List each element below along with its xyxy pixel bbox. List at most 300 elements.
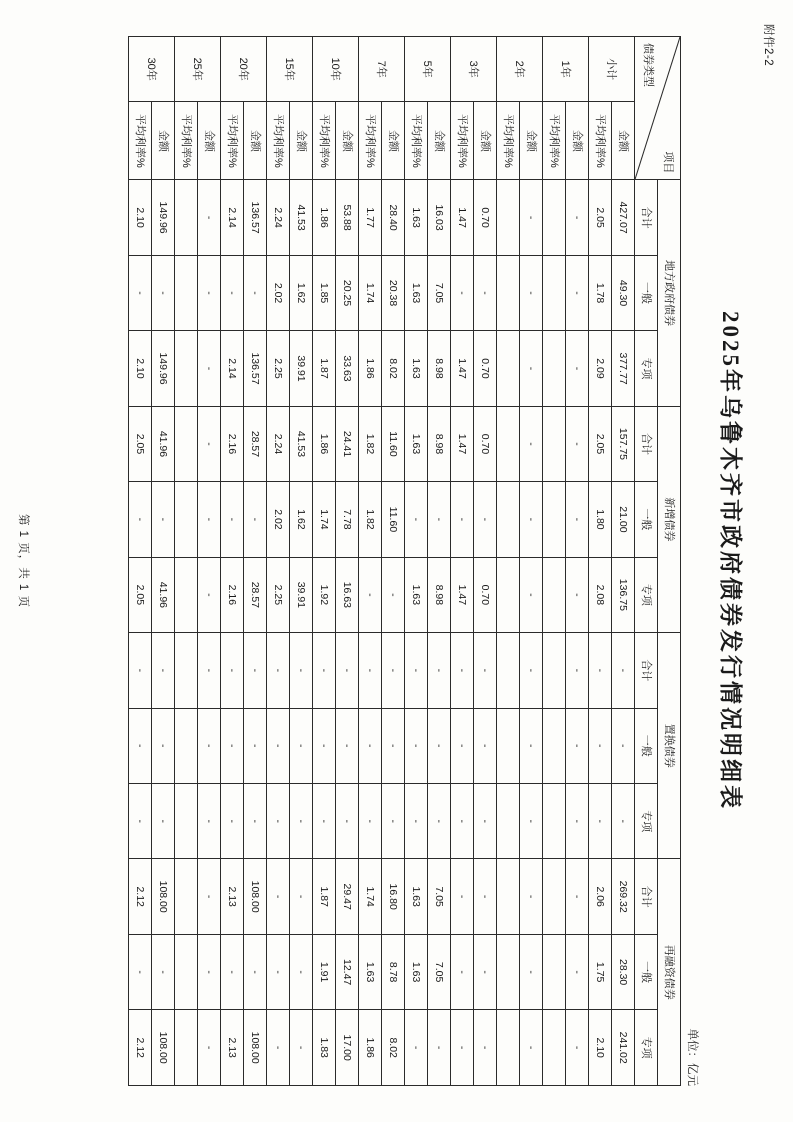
table-cell: 2.05 xyxy=(129,557,152,632)
table-cell: - xyxy=(474,934,497,1009)
table-cell: 11.60 xyxy=(382,406,405,481)
row-header-metric: 平均利率% xyxy=(451,102,474,180)
table-cell xyxy=(497,180,520,255)
table-cell: 1.74 xyxy=(313,482,336,557)
table-cell: 241.02 xyxy=(612,1010,635,1086)
table-cell: - xyxy=(405,1010,428,1086)
table-cell: - xyxy=(152,934,175,1009)
table-cell: - xyxy=(244,934,267,1009)
table-cell: - xyxy=(267,633,290,708)
table-cell: 17.00 xyxy=(336,1010,359,1086)
table-cell: - xyxy=(428,708,451,783)
row-header-term: 7年 xyxy=(359,37,405,102)
table-cell: - xyxy=(382,633,405,708)
table-cell: 2.09 xyxy=(589,331,612,406)
table-cell: - xyxy=(474,255,497,330)
table-cell: 11.60 xyxy=(382,482,405,557)
row-header-term: 5年 xyxy=(405,37,451,102)
table-cell: 39.91 xyxy=(290,557,313,632)
table-cell: 2.13 xyxy=(221,1010,244,1086)
table-cell: - xyxy=(520,1010,543,1086)
row-header-term: 10年 xyxy=(313,37,359,102)
table-cell xyxy=(543,557,566,632)
table-cell: 41.53 xyxy=(290,180,313,255)
table-cell: - xyxy=(152,633,175,708)
table-cell: - xyxy=(566,859,589,934)
table-cell: - xyxy=(382,557,405,632)
table-cell: - xyxy=(198,934,221,1009)
table-cell: - xyxy=(520,784,543,859)
table-cell: 7.05 xyxy=(428,255,451,330)
table-cell: 29.47 xyxy=(336,859,359,934)
table-cell: 108.00 xyxy=(244,1010,267,1086)
table-cell: 1.47 xyxy=(451,557,474,632)
table-cell: - xyxy=(520,859,543,934)
row-header-metric: 平均利率% xyxy=(175,102,198,180)
table-cell: - xyxy=(198,557,221,632)
table-cell: 2.16 xyxy=(221,406,244,481)
table-cell xyxy=(543,255,566,330)
corner-row-header: 债券类型 xyxy=(642,43,654,87)
table-cell: - xyxy=(359,708,382,783)
table-cell: 2.02 xyxy=(267,482,290,557)
table-cell: 28.57 xyxy=(244,406,267,481)
table-cell: 1.82 xyxy=(359,406,382,481)
table-cell: - xyxy=(566,255,589,330)
table-cell: - xyxy=(451,633,474,708)
table-cell: - xyxy=(566,934,589,1009)
table-cell xyxy=(497,331,520,406)
table-cell: - xyxy=(129,784,152,859)
table-cell xyxy=(497,255,520,330)
table-cell: 2.25 xyxy=(267,557,290,632)
table-cell: - xyxy=(566,708,589,783)
table-corner-cell xyxy=(635,37,681,180)
table-cell: 1.63 xyxy=(405,331,428,406)
table-cell: 2.06 xyxy=(589,859,612,934)
table-cell: 377.77 xyxy=(612,331,635,406)
row-header-term: 25年 xyxy=(175,37,221,102)
table-cell: - xyxy=(152,482,175,557)
table-cell: 136.57 xyxy=(244,331,267,406)
table-cell xyxy=(175,859,198,934)
table-cell: 16.03 xyxy=(428,180,451,255)
table-cell: 2.14 xyxy=(221,331,244,406)
table-cell: - xyxy=(313,708,336,783)
col-header-special-4: 专项 xyxy=(635,1010,658,1086)
table-cell: 269.32 xyxy=(612,859,635,934)
table-cell: 1.86 xyxy=(359,1010,382,1086)
table-cell: 0.70 xyxy=(474,180,497,255)
table-cell: - xyxy=(520,180,543,255)
table-cell: 1.82 xyxy=(359,482,382,557)
table-cell: - xyxy=(244,784,267,859)
row-header-metric: 金额 xyxy=(520,102,543,180)
table-row xyxy=(520,37,543,1086)
table-cell: 1.62 xyxy=(290,482,313,557)
table-cell: - xyxy=(520,255,543,330)
table-cell xyxy=(497,633,520,708)
table-cell: 20.25 xyxy=(336,255,359,330)
table-cell: - xyxy=(198,708,221,783)
table-cell: - xyxy=(589,784,612,859)
table-cell: - xyxy=(428,784,451,859)
table-cell: - xyxy=(520,934,543,1009)
table-cell: 2.10 xyxy=(129,331,152,406)
table-cell: - xyxy=(198,331,221,406)
row-header-metric: 平均利率% xyxy=(497,102,520,180)
table-cell: - xyxy=(566,482,589,557)
table-cell: - xyxy=(290,859,313,934)
table-cell: 1.74 xyxy=(359,255,382,330)
table-row xyxy=(152,37,175,1086)
table-cell: 39.91 xyxy=(290,331,313,406)
col-header-special-2: 专项 xyxy=(635,557,658,632)
table-cell: - xyxy=(313,633,336,708)
table-cell: - xyxy=(520,708,543,783)
table-row xyxy=(313,37,336,1086)
table-cell: - xyxy=(382,784,405,859)
table-cell xyxy=(543,406,566,481)
group-header-swap: 置换债券 xyxy=(658,633,681,859)
table-cell: 53.88 xyxy=(336,180,359,255)
table-cell: - xyxy=(382,708,405,783)
col-header-total-4: 合计 xyxy=(635,859,658,934)
table-cell: 0.70 xyxy=(474,331,497,406)
table-cell: - xyxy=(451,708,474,783)
table-cell xyxy=(497,557,520,632)
table-cell: 2.05 xyxy=(129,406,152,481)
table-cell xyxy=(543,180,566,255)
table-cell: 2.05 xyxy=(589,406,612,481)
table-cell: 28.30 xyxy=(612,934,635,1009)
table-cell xyxy=(543,331,566,406)
row-header-term: 15年 xyxy=(267,37,313,102)
row-header-metric: 平均利率% xyxy=(405,102,428,180)
table-cell xyxy=(175,406,198,481)
table-cell xyxy=(543,859,566,934)
table-cell: - xyxy=(474,859,497,934)
table-cell: 1.62 xyxy=(290,255,313,330)
page-footer: 第 1 页，共 1 页 xyxy=(17,513,29,609)
table-cell: 2.24 xyxy=(267,406,290,481)
table-cell: 8.02 xyxy=(382,1010,405,1086)
table-cell: - xyxy=(428,633,451,708)
table-cell: - xyxy=(612,633,635,708)
table-cell: - xyxy=(267,784,290,859)
table-cell: - xyxy=(589,633,612,708)
table-cell: - xyxy=(198,1010,221,1086)
table-cell: - xyxy=(359,784,382,859)
table-cell: - xyxy=(451,934,474,1009)
row-header-metric: 金额 xyxy=(244,102,267,180)
table-cell: 157.75 xyxy=(612,406,635,481)
table-header-group-row xyxy=(658,37,681,1086)
table-cell: 2.12 xyxy=(129,1010,152,1086)
table-cell: 41.96 xyxy=(152,557,175,632)
table-cell: - xyxy=(566,557,589,632)
table-cell: 16.63 xyxy=(336,557,359,632)
row-header-term: 2年 xyxy=(497,37,543,102)
table-cell: 0.70 xyxy=(474,406,497,481)
table-cell: - xyxy=(129,633,152,708)
table-cell: - xyxy=(129,482,152,557)
table-cell: - xyxy=(267,1010,290,1086)
col-header-special-3: 专项 xyxy=(635,784,658,859)
table-cell: 2.13 xyxy=(221,859,244,934)
table-cell xyxy=(175,708,198,783)
table-cell: 1.63 xyxy=(405,180,428,255)
table-cell: - xyxy=(129,255,152,330)
table-row xyxy=(566,37,589,1086)
table-cell: 2.14 xyxy=(221,180,244,255)
table-cell: - xyxy=(152,255,175,330)
table-cell: - xyxy=(198,255,221,330)
table-cell xyxy=(543,934,566,1009)
table-cell: - xyxy=(290,784,313,859)
table-cell: - xyxy=(198,180,221,255)
table-cell: - xyxy=(290,934,313,1009)
table-cell: - xyxy=(221,708,244,783)
table-cell: - xyxy=(474,784,497,859)
table-row xyxy=(612,37,635,1086)
table-row xyxy=(129,37,152,1086)
col-header-general-4: 一般 xyxy=(635,934,658,1009)
table-cell: - xyxy=(152,784,175,859)
table-cell: - xyxy=(566,633,589,708)
table-row xyxy=(405,37,428,1086)
col-header-special-1: 专项 xyxy=(635,331,658,406)
table-cell: - xyxy=(129,708,152,783)
col-header-general-1: 一般 xyxy=(635,255,658,330)
table-cell: 1.87 xyxy=(313,859,336,934)
table-cell: - xyxy=(428,1010,451,1086)
table-row xyxy=(497,37,520,1086)
table-cell: - xyxy=(267,934,290,1009)
table-cell: 108.00 xyxy=(152,859,175,934)
table-cell: - xyxy=(474,633,497,708)
table-cell: 1.85 xyxy=(313,255,336,330)
table-header-sub-row xyxy=(635,37,658,1086)
table-cell: - xyxy=(198,482,221,557)
table-cell xyxy=(175,633,198,708)
table-cell: 21.00 xyxy=(612,482,635,557)
table-cell: - xyxy=(152,708,175,783)
table-row xyxy=(175,37,198,1086)
table-cell: - xyxy=(405,784,428,859)
table-cell: - xyxy=(474,1010,497,1086)
row-header-metric: 平均利率% xyxy=(359,102,382,180)
table-cell: 149.96 xyxy=(152,180,175,255)
table-cell xyxy=(175,557,198,632)
table-cell: - xyxy=(451,255,474,330)
table-cell: - xyxy=(520,482,543,557)
table-cell: - xyxy=(336,708,359,783)
row-header-metric: 平均利率% xyxy=(313,102,336,180)
table-cell: 8.98 xyxy=(428,557,451,632)
row-header-metric: 金额 xyxy=(612,102,635,180)
table-cell: 1.83 xyxy=(313,1010,336,1086)
table-cell: 41.53 xyxy=(290,406,313,481)
table-cell xyxy=(497,1010,520,1086)
table-cell xyxy=(175,784,198,859)
table-row xyxy=(451,37,474,1086)
table-cell: - xyxy=(313,784,336,859)
table-cell: 49.30 xyxy=(612,255,635,330)
table-cell: - xyxy=(451,482,474,557)
row-header-metric: 平均利率% xyxy=(221,102,244,180)
table-cell: 1.63 xyxy=(405,406,428,481)
table-cell: 28.57 xyxy=(244,557,267,632)
table-row xyxy=(382,37,405,1086)
table-cell: 1.86 xyxy=(313,180,336,255)
table-cell: 1.63 xyxy=(359,934,382,1009)
row-header-metric: 平均利率% xyxy=(589,102,612,180)
row-header-metric: 金额 xyxy=(382,102,405,180)
bond-issuance-table xyxy=(128,36,681,1086)
table-cell: - xyxy=(405,708,428,783)
table-cell: - xyxy=(451,859,474,934)
table-cell: 20.38 xyxy=(382,255,405,330)
table-cell: 8.78 xyxy=(382,934,405,1009)
col-header-total-1: 合计 xyxy=(635,180,658,255)
row-header-metric: 金额 xyxy=(474,102,497,180)
table-cell: - xyxy=(520,406,543,481)
table-cell: 1.47 xyxy=(451,331,474,406)
table-cell: 1.91 xyxy=(313,934,336,1009)
table-cell: 1.74 xyxy=(359,859,382,934)
table-cell: 7.78 xyxy=(336,482,359,557)
table-cell: - xyxy=(566,406,589,481)
table-cell: 7.05 xyxy=(428,934,451,1009)
table-row xyxy=(336,37,359,1086)
table-cell: - xyxy=(428,482,451,557)
table-cell xyxy=(543,482,566,557)
table-cell: 1.86 xyxy=(313,406,336,481)
col-header-total-3: 合计 xyxy=(635,633,658,708)
table-cell: 1.86 xyxy=(359,331,382,406)
table-cell xyxy=(175,180,198,255)
table-cell xyxy=(175,482,198,557)
table-row xyxy=(428,37,451,1086)
table-cell xyxy=(543,708,566,783)
table-cell: 24.41 xyxy=(336,406,359,481)
table-cell: - xyxy=(336,633,359,708)
table-cell: - xyxy=(221,934,244,1009)
table-cell: - xyxy=(198,784,221,859)
table-cell: 1.63 xyxy=(405,934,428,1009)
table-cell: - xyxy=(198,406,221,481)
table-cell: - xyxy=(129,934,152,1009)
table-cell: 33.63 xyxy=(336,331,359,406)
table-cell: 2.12 xyxy=(129,859,152,934)
row-header-metric: 金额 xyxy=(152,102,175,180)
table-body xyxy=(129,37,635,1086)
table-cell: - xyxy=(589,708,612,783)
table-cell: 108.00 xyxy=(244,859,267,934)
group-header-refinance: 再融资债券 xyxy=(658,859,681,1086)
table-cell: 2.08 xyxy=(589,557,612,632)
col-header-total-2: 合计 xyxy=(635,406,658,481)
row-header-metric: 平均利率% xyxy=(543,102,566,180)
table-cell: - xyxy=(612,784,635,859)
table-cell xyxy=(497,934,520,1009)
table-row xyxy=(474,37,497,1086)
table-cell: 2.24 xyxy=(267,180,290,255)
col-header-general-3: 一般 xyxy=(635,708,658,783)
table-cell: 2.02 xyxy=(267,255,290,330)
table-row xyxy=(244,37,267,1086)
col-header-general-2: 一般 xyxy=(635,482,658,557)
table-cell: 1.75 xyxy=(589,934,612,1009)
table-cell: - xyxy=(267,708,290,783)
table-cell: 28.40 xyxy=(382,180,405,255)
attachment-label: 附件2-2 xyxy=(762,24,774,67)
table-cell: - xyxy=(474,482,497,557)
table-cell: 1.87 xyxy=(313,331,336,406)
table-cell: - xyxy=(451,1010,474,1086)
table-cell: 1.80 xyxy=(589,482,612,557)
table-cell: - xyxy=(198,633,221,708)
table-cell: 1.47 xyxy=(451,180,474,255)
row-header-metric: 金额 xyxy=(336,102,359,180)
table-row xyxy=(267,37,290,1086)
table-cell: - xyxy=(520,557,543,632)
table-cell xyxy=(497,406,520,481)
table-cell xyxy=(543,633,566,708)
row-header-term: 小计 xyxy=(589,37,635,102)
table-cell: 2.25 xyxy=(267,331,290,406)
table-cell: 0.70 xyxy=(474,557,497,632)
table-cell: 1.63 xyxy=(405,859,428,934)
table-cell: - xyxy=(336,784,359,859)
table-cell: - xyxy=(359,633,382,708)
table-row xyxy=(359,37,382,1086)
table-cell: 8.02 xyxy=(382,331,405,406)
row-header-metric: 金额 xyxy=(290,102,313,180)
table-cell: 1.92 xyxy=(313,557,336,632)
table-cell: 136.75 xyxy=(612,557,635,632)
row-header-term: 1年 xyxy=(543,37,589,102)
table-cell: - xyxy=(221,633,244,708)
table-cell: - xyxy=(290,633,313,708)
table-cell: - xyxy=(290,1010,313,1086)
table-cell: - xyxy=(612,708,635,783)
table-row xyxy=(221,37,244,1086)
table-cell: - xyxy=(474,708,497,783)
table-cell: - xyxy=(566,331,589,406)
table-cell: 1.78 xyxy=(589,255,612,330)
table-cell: 1.63 xyxy=(405,255,428,330)
table-cell: 2.05 xyxy=(589,180,612,255)
table-row xyxy=(290,37,313,1086)
table-cell: 2.10 xyxy=(129,180,152,255)
row-header-metric: 金额 xyxy=(566,102,589,180)
table-cell: 427.07 xyxy=(612,180,635,255)
table-cell: 16.80 xyxy=(382,859,405,934)
group-header-new: 新增债券 xyxy=(658,406,681,632)
group-header-local-gov: 地方政府债券 xyxy=(658,180,681,406)
table-cell: 136.57 xyxy=(244,180,267,255)
row-header-metric: 平均利率% xyxy=(267,102,290,180)
page-title: 2025年乌鲁木齐市政府债券发行情况明细表 xyxy=(718,311,743,811)
table-cell: - xyxy=(221,255,244,330)
table-row xyxy=(589,37,612,1086)
table-cell: - xyxy=(451,784,474,859)
table-cell xyxy=(497,708,520,783)
table-cell: 41.96 xyxy=(152,406,175,481)
unit-label: 单位：亿元 xyxy=(686,1028,698,1086)
